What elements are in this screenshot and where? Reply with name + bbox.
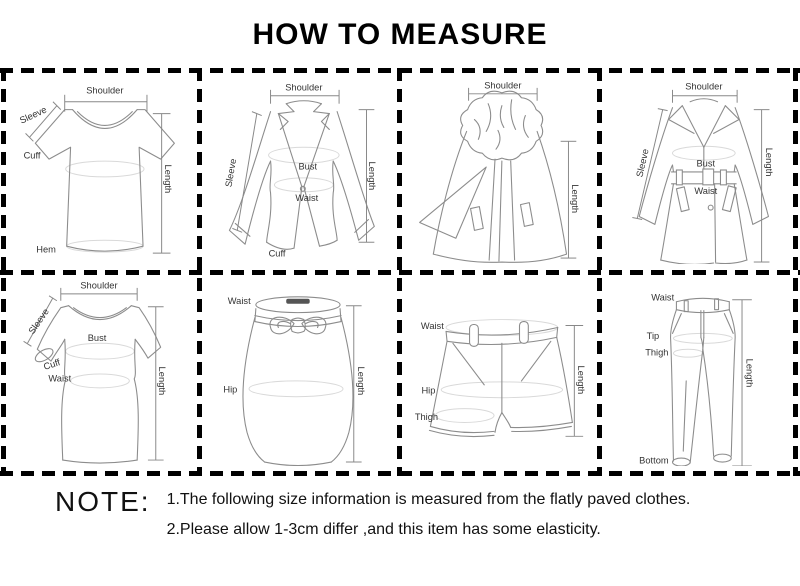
label-waist: Waist (48, 373, 72, 384)
label-length: Length (569, 184, 580, 214)
skirt-illustration (202, 278, 390, 466)
note-line-1: 1.The following size information is measured from the flatly paved clothes. (166, 491, 691, 508)
skirt-guide-ellipses (249, 381, 343, 397)
label-length: Length (356, 366, 367, 396)
panel-shorts (402, 278, 590, 466)
label-thigh: Thigh (645, 347, 669, 358)
blazer-illustration (202, 76, 390, 264)
panel-hooded-coat (402, 76, 590, 264)
label-waist: Waist (295, 193, 319, 204)
panel-blazer (202, 76, 390, 264)
panel-trench-coat (602, 76, 790, 264)
label-waist: Waist (420, 320, 444, 331)
label-shoulder: Shoulder (685, 81, 723, 92)
pants-illustration (602, 278, 790, 466)
trench-coat-illustration (602, 76, 790, 264)
tshirt-guide-ellipses (66, 161, 144, 252)
label-waist: Waist (227, 296, 251, 307)
label-length: Length (366, 161, 377, 191)
hooded-coat-outline (420, 91, 567, 262)
label-waist: Waist (651, 292, 675, 303)
label-sleeve: Sleeve (634, 147, 651, 179)
label-shoulder: Shoulder (80, 280, 118, 291)
tshirt-illustration (4, 76, 192, 264)
note-heading: NOTE: (55, 486, 151, 517)
label-sleeve: Sleeve (18, 104, 49, 126)
tshirt-outline (35, 110, 174, 251)
note-section (55, 488, 775, 551)
dress-guide-ellipses (66, 343, 135, 388)
label-cuff: Cuff (268, 248, 286, 259)
panel-skirt (202, 278, 390, 466)
label-sleeve: Sleeve (26, 306, 52, 336)
hooded-coat-measure-lines (469, 88, 577, 258)
label-length: Length (163, 164, 174, 194)
dress-illustration (4, 278, 192, 466)
label-cuff: Cuff (23, 150, 41, 161)
shorts-illustration (402, 278, 590, 466)
label-shoulder: Shoulder (285, 82, 323, 93)
label-hip: Hip (421, 385, 436, 396)
label-hem: Hem (36, 244, 56, 255)
tshirt-measure-lines (23, 95, 174, 253)
label-tip: Tip (646, 330, 660, 341)
label-cuff: Cuff (42, 357, 62, 372)
hooded-coat-illustration (402, 76, 590, 264)
panel-tshirt (4, 76, 192, 264)
label-sleeve: Sleeve (223, 157, 239, 188)
label-thigh: Thigh (414, 411, 439, 423)
label-shoulder: Shoulder (86, 85, 124, 96)
shorts-belt-loops (470, 322, 529, 347)
dress-outline (33, 306, 160, 463)
blazer-outline (229, 101, 374, 250)
note-lines (167, 488, 691, 551)
label-bust: Bust (696, 158, 716, 169)
panel-dress (4, 278, 192, 466)
label-bust: Bust (87, 332, 107, 343)
skirt-waist-clasp (286, 299, 310, 304)
label-hip: Hip (223, 384, 238, 395)
label-length: Length (157, 366, 168, 396)
pants-outline (671, 298, 736, 466)
label-waist: Waist (694, 186, 718, 197)
label-bust: Bust (298, 161, 318, 172)
label-bottom: Bottom (639, 455, 669, 466)
trench-belt-buckles (676, 169, 726, 185)
label-length: Length (744, 358, 755, 388)
label-length: Length (575, 365, 586, 395)
page-title: HOW TO MEASURE (252, 18, 548, 51)
label-length: Length (764, 147, 774, 177)
panel-pants (602, 278, 790, 466)
note-line-2: 2.Please allow 1-3cm differ ,and this item has some elasticity. (166, 521, 601, 538)
grid-divider-vertical (793, 68, 798, 476)
trench-measure-lines (632, 90, 769, 262)
label-shoulder: Shoulder (484, 80, 522, 91)
